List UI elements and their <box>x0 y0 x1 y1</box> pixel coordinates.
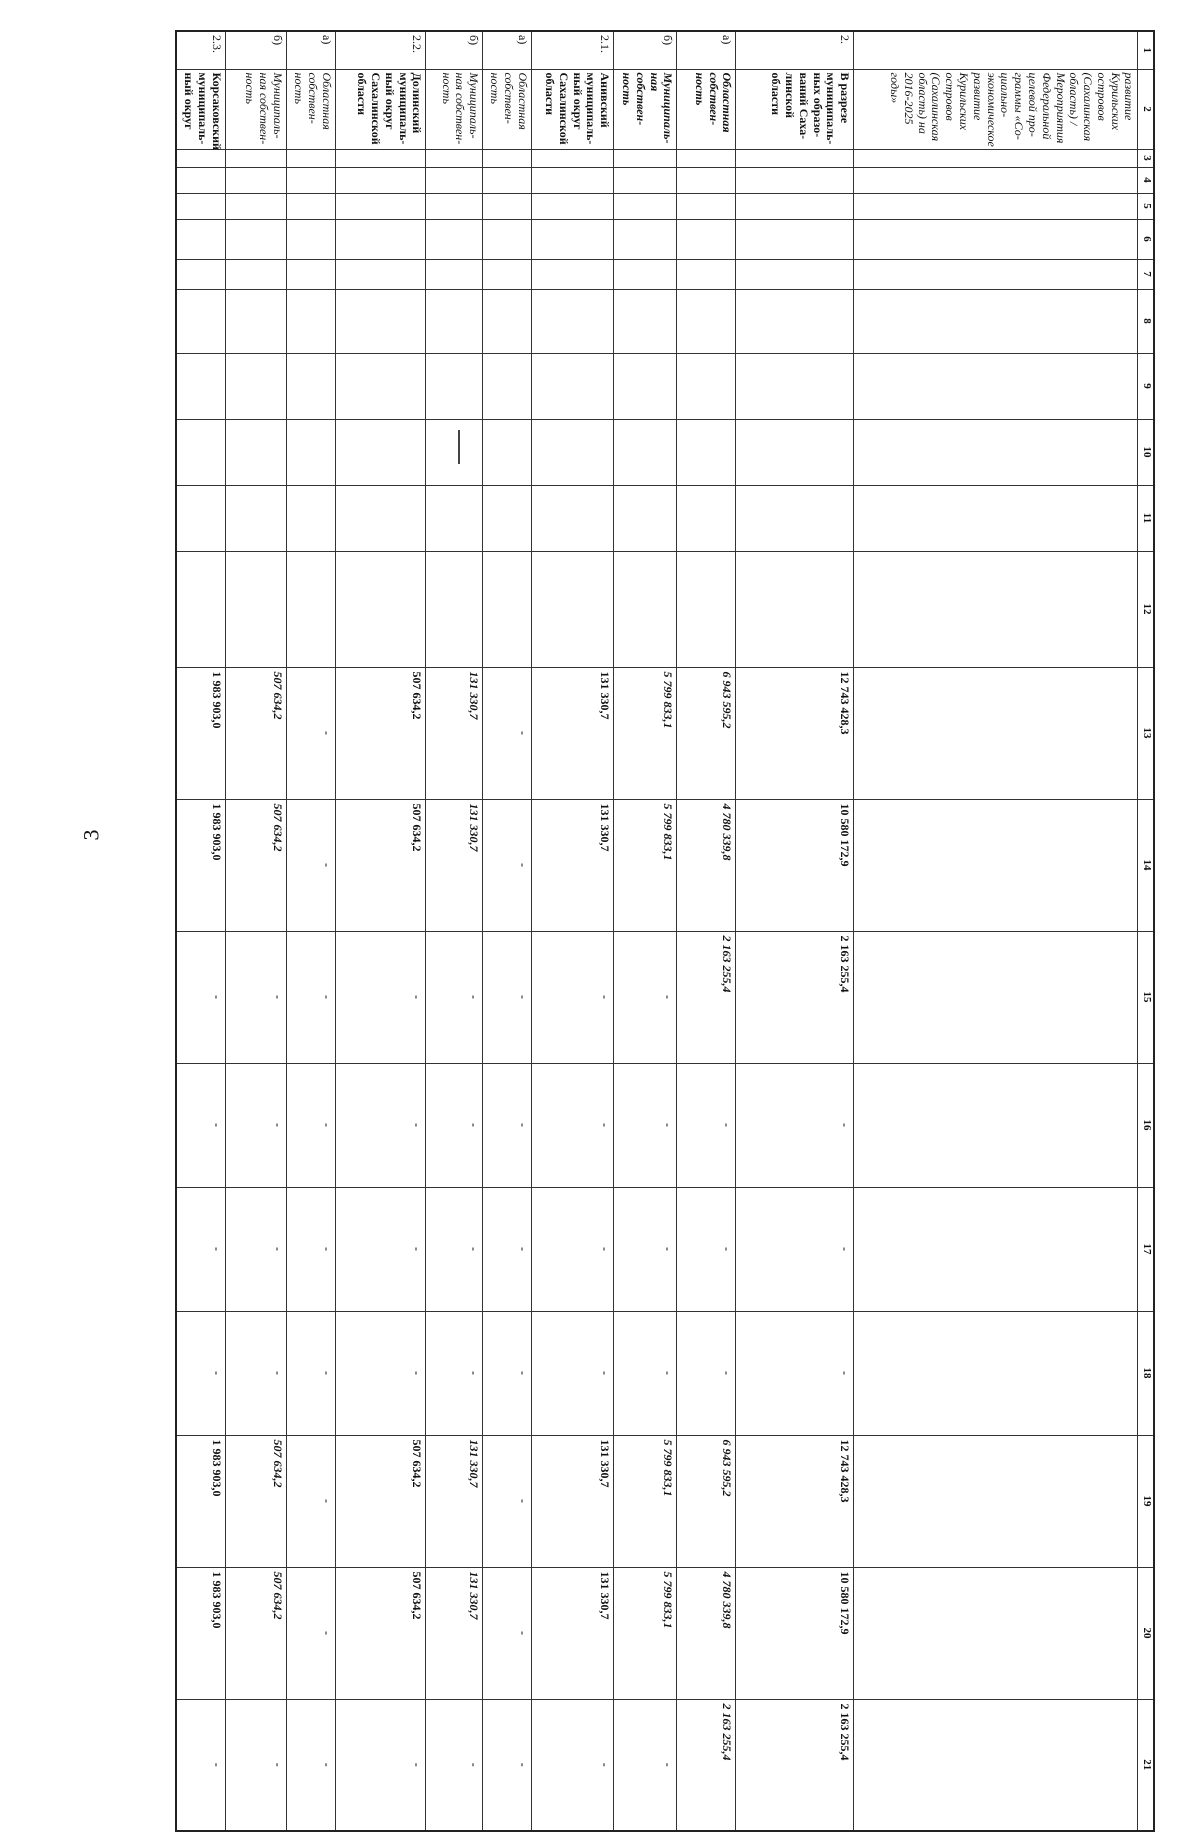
value-cell-col-20: - <box>287 1567 336 1699</box>
value-cell-col-15: - <box>483 931 532 1063</box>
value-cell-col-18: - <box>614 1311 677 1435</box>
column-number-10: 10 <box>1138 419 1154 485</box>
empty-cell <box>335 419 426 485</box>
column-number-17: 17 <box>1138 1187 1154 1311</box>
empty-cell <box>614 419 677 485</box>
value-cell-col-13 <box>854 667 1138 799</box>
empty-cell <box>426 149 483 167</box>
column-number-19: 19 <box>1138 1435 1154 1567</box>
value-cell-col-16 <box>854 1063 1138 1187</box>
value-cell-col-21: - <box>335 1699 426 1831</box>
empty-cell <box>532 353 614 419</box>
empty-cell <box>225 419 286 485</box>
empty-cell <box>287 167 336 193</box>
empty-cell <box>614 193 677 219</box>
value-cell-col-21: - <box>225 1699 286 1831</box>
value-cell-col-19: - <box>483 1435 532 1567</box>
empty-cell <box>176 419 225 485</box>
value-cell-col-14: - <box>483 799 532 931</box>
empty-cell <box>677 551 736 667</box>
value-cell-col-14: - <box>287 799 336 931</box>
value-cell-col-19: 5 799 833,1 <box>614 1435 677 1567</box>
column-number-12: 12 <box>1138 551 1154 667</box>
empty-cell <box>736 353 854 419</box>
value-cell-col-15: - <box>335 931 426 1063</box>
value-cell-col-20: 1 983 903,0 <box>176 1567 225 1699</box>
empty-cell <box>532 485 614 551</box>
empty-cell <box>426 193 483 219</box>
empty-cell <box>854 167 1138 193</box>
value-cell-col-21 <box>854 1699 1138 1831</box>
empty-cell <box>614 149 677 167</box>
empty-cell <box>176 353 225 419</box>
value-cell-col-19: 131 330,7 <box>532 1435 614 1567</box>
empty-cell <box>225 219 286 259</box>
value-cell-col-13: 6 943 595,2 <box>677 667 736 799</box>
column-number-16: 16 <box>1138 1063 1154 1187</box>
value-cell-col-16: - <box>225 1063 286 1187</box>
empty-cell <box>614 353 677 419</box>
empty-cell <box>854 259 1138 289</box>
table-row <box>854 31 1138 1831</box>
row-index: 2. <box>736 31 854 69</box>
value-cell-col-20: 131 330,7 <box>532 1567 614 1699</box>
empty-cell <box>614 551 677 667</box>
column-number-row <box>1138 31 1154 1831</box>
value-cell-col-19: 507 634,2 <box>335 1435 426 1567</box>
value-cell-col-21: 2 163 255,4 <box>736 1699 854 1831</box>
empty-cell <box>335 353 426 419</box>
row-label: Муниципаль-ная собствен-ность <box>614 69 677 149</box>
value-cell-col-19: 6 943 595,2 <box>677 1435 736 1567</box>
empty-cell <box>532 193 614 219</box>
empty-cell <box>335 289 426 353</box>
value-cell-col-14: 1 983 903,0 <box>176 799 225 931</box>
value-cell-col-18: - <box>677 1311 736 1435</box>
value-cell-col-13: 131 330,7 <box>532 667 614 799</box>
value-cell-col-18: - <box>225 1311 286 1435</box>
empty-cell <box>677 485 736 551</box>
empty-cell <box>225 353 286 419</box>
value-cell-col-15: - <box>426 931 483 1063</box>
value-cell-col-19: 12 743 428,3 <box>736 1435 854 1567</box>
empty-cell <box>225 485 286 551</box>
empty-cell <box>225 149 286 167</box>
empty-cell <box>335 259 426 289</box>
empty-cell <box>736 193 854 219</box>
empty-cell <box>287 149 336 167</box>
value-cell-col-15: - <box>287 931 336 1063</box>
empty-cell <box>176 149 225 167</box>
empty-cell <box>176 193 225 219</box>
empty-cell <box>176 551 225 667</box>
value-cell-col-14: 5 799 833,1 <box>614 799 677 931</box>
value-cell-col-16: - <box>614 1063 677 1187</box>
value-cell-col-17: - <box>176 1187 225 1311</box>
row-label: В разрезе муниципаль-ных образо-ваний Саха-линской области <box>736 69 854 149</box>
value-cell-col-20: 507 634,2 <box>335 1567 426 1699</box>
empty-cell <box>483 149 532 167</box>
empty-cell <box>483 551 532 667</box>
value-cell-col-21: - <box>483 1699 532 1831</box>
empty-cell <box>532 289 614 353</box>
value-cell-col-16: - <box>426 1063 483 1187</box>
empty-cell <box>335 551 426 667</box>
empty-cell <box>176 289 225 353</box>
row-index: б) <box>426 31 483 69</box>
value-cell-col-13: 12 743 428,3 <box>736 667 854 799</box>
column-number-6: 6 <box>1138 219 1154 259</box>
empty-cell <box>287 219 336 259</box>
row-label: развитие Курильских островов (Сахалинская область) / Мероприятия Федеральной целевой про-граммы «Со-циально-экономическое развитие Курильских островов (Сахалинская область) на 2016-2025 годы» <box>854 69 1138 149</box>
empty-cell <box>335 219 426 259</box>
empty-cell <box>677 167 736 193</box>
empty-cell <box>854 219 1138 259</box>
table-row <box>176 31 225 1831</box>
value-cell-col-17: - <box>426 1187 483 1311</box>
table-row <box>736 31 854 1831</box>
empty-cell <box>287 485 336 551</box>
empty-cell <box>532 219 614 259</box>
value-cell-col-15: 2 163 255,4 <box>677 931 736 1063</box>
value-cell-col-13: 507 634,2 <box>335 667 426 799</box>
value-cell-col-13: 5 799 833,1 <box>614 667 677 799</box>
empty-cell <box>426 353 483 419</box>
value-cell-col-14 <box>854 799 1138 931</box>
empty-cell <box>677 353 736 419</box>
empty-cell <box>225 259 286 289</box>
value-cell-col-16: - <box>483 1063 532 1187</box>
table-row <box>335 31 426 1831</box>
value-cell-col-15: 2 163 255,4 <box>736 931 854 1063</box>
value-cell-col-14: 4 780 339,8 <box>677 799 736 931</box>
value-cell-col-18: - <box>287 1311 336 1435</box>
table-row <box>483 31 532 1831</box>
column-number-18: 18 <box>1138 1311 1154 1435</box>
column-number-7: 7 <box>1138 259 1154 289</box>
empty-cell <box>614 219 677 259</box>
value-cell-col-20: - <box>483 1567 532 1699</box>
empty-cell <box>736 289 854 353</box>
column-number-20: 20 <box>1138 1567 1154 1699</box>
row-index: а) <box>287 31 336 69</box>
empty-cell <box>854 419 1138 485</box>
column-number-8: 8 <box>1138 289 1154 353</box>
empty-cell <box>335 193 426 219</box>
value-cell-col-14: 131 330,7 <box>426 799 483 931</box>
row-label: Областная собствен-ность <box>483 69 532 149</box>
table-row <box>287 31 336 1831</box>
empty-cell <box>532 167 614 193</box>
value-cell-col-19: 1 983 903,0 <box>176 1435 225 1567</box>
empty-cell <box>854 289 1138 353</box>
value-cell-col-17: - <box>614 1187 677 1311</box>
empty-cell <box>483 485 532 551</box>
row-label: Долинский муниципаль-ный округ Сахалинской области <box>335 69 426 149</box>
value-cell-col-21: 2 163 255,4 <box>677 1699 736 1831</box>
empty-cell <box>176 167 225 193</box>
value-cell-col-18: - <box>176 1311 225 1435</box>
empty-cell <box>736 551 854 667</box>
value-cell-col-17: - <box>225 1187 286 1311</box>
empty-cell <box>426 551 483 667</box>
column-number-9: 9 <box>1138 353 1154 419</box>
column-number-21: 21 <box>1138 1699 1154 1831</box>
value-cell-col-18: - <box>483 1311 532 1435</box>
value-cell-col-18 <box>854 1311 1138 1435</box>
empty-cell <box>176 219 225 259</box>
value-cell-col-19: 131 330,7 <box>426 1435 483 1567</box>
empty-cell <box>287 289 336 353</box>
empty-cell <box>614 289 677 353</box>
value-cell-col-15: - <box>176 931 225 1063</box>
value-cell-col-19 <box>854 1435 1138 1567</box>
empty-cell <box>736 219 854 259</box>
value-cell-col-14: 10 580 172,9 <box>736 799 854 931</box>
value-cell-col-17: - <box>736 1187 854 1311</box>
column-number-4: 4 <box>1138 167 1154 193</box>
row-label: Корсаковский муниципаль-ный округ <box>176 69 225 149</box>
column-number-14: 14 <box>1138 799 1154 931</box>
empty-cell <box>736 485 854 551</box>
empty-cell <box>614 167 677 193</box>
empty-cell <box>614 259 677 289</box>
value-cell-col-15: - <box>225 931 286 1063</box>
value-cell-col-13: 131 330,7 <box>426 667 483 799</box>
value-cell-col-16: - <box>677 1063 736 1187</box>
empty-cell <box>854 485 1138 551</box>
value-cell-col-15: - <box>614 931 677 1063</box>
row-label: Областная собствен-ность <box>287 69 336 149</box>
empty-cell <box>335 485 426 551</box>
empty-cell <box>426 259 483 289</box>
empty-cell <box>426 289 483 353</box>
empty-cell <box>287 551 336 667</box>
column-number-11: 11 <box>1138 485 1154 551</box>
row-index: 2.2. <box>335 31 426 69</box>
page-number: 3 <box>78 829 104 841</box>
value-cell-col-20: 131 330,7 <box>426 1567 483 1699</box>
value-cell-col-14: 507 634,2 <box>335 799 426 931</box>
empty-cell <box>483 193 532 219</box>
empty-cell <box>483 353 532 419</box>
value-cell-col-19: - <box>287 1435 336 1567</box>
value-cell-col-14: 507 634,2 <box>225 799 286 931</box>
column-number-15: 15 <box>1138 931 1154 1063</box>
column-number-1: 1 <box>1138 31 1154 69</box>
empty-cell <box>854 353 1138 419</box>
empty-cell <box>176 259 225 289</box>
column-number-13: 13 <box>1138 667 1154 799</box>
empty-cell <box>225 551 286 667</box>
row-index: 2.1. <box>532 31 614 69</box>
value-cell-col-14: 131 330,7 <box>532 799 614 931</box>
value-cell-col-18: - <box>426 1311 483 1435</box>
value-cell-col-16: - <box>532 1063 614 1187</box>
empty-cell <box>225 289 286 353</box>
value-cell-col-20: 5 799 833,1 <box>614 1567 677 1699</box>
empty-cell <box>532 149 614 167</box>
value-cell-col-13: 507 634,2 <box>225 667 286 799</box>
value-cell-col-13: - <box>287 667 336 799</box>
empty-cell <box>483 219 532 259</box>
empty-cell <box>335 167 426 193</box>
empty-cell <box>736 259 854 289</box>
empty-cell <box>736 419 854 485</box>
table-row <box>677 31 736 1831</box>
value-cell-col-20: 507 634,2 <box>225 1567 286 1699</box>
empty-cell <box>287 193 336 219</box>
row-index: а) <box>677 31 736 69</box>
value-cell-col-21: - <box>614 1699 677 1831</box>
empty-cell <box>426 485 483 551</box>
value-cell-col-20: 10 580 172,9 <box>736 1567 854 1699</box>
table-row <box>614 31 677 1831</box>
value-cell-col-21: - <box>287 1699 336 1831</box>
empty-cell <box>176 485 225 551</box>
empty-cell <box>677 259 736 289</box>
value-cell-col-16: - <box>335 1063 426 1187</box>
value-cell-col-13: 1 983 903,0 <box>176 667 225 799</box>
value-cell-col-16: - <box>176 1063 225 1187</box>
value-cell-col-17: - <box>677 1187 736 1311</box>
empty-cell <box>614 485 677 551</box>
row-index <box>854 31 1138 69</box>
value-cell-col-15 <box>854 931 1138 1063</box>
empty-cell <box>736 149 854 167</box>
row-index: а) <box>483 31 532 69</box>
empty-cell <box>736 167 854 193</box>
empty-cell <box>532 551 614 667</box>
row-label: Муниципаль-ная собствен-ность <box>426 69 483 149</box>
row-index: б) <box>614 31 677 69</box>
value-cell-col-17: - <box>532 1187 614 1311</box>
row-index: 2.3. <box>176 31 225 69</box>
table-row <box>426 31 483 1831</box>
value-cell-col-16: - <box>287 1063 336 1187</box>
empty-cell <box>287 353 336 419</box>
value-cell-col-21: - <box>532 1699 614 1831</box>
empty-cell <box>677 193 736 219</box>
value-cell-col-18: - <box>335 1311 426 1435</box>
empty-cell <box>854 149 1138 167</box>
empty-cell <box>287 419 336 485</box>
empty-cell <box>483 419 532 485</box>
empty-cell <box>483 259 532 289</box>
rotated-table-container <box>175 30 1155 1771</box>
row-label: Областная собствен-ность <box>677 69 736 149</box>
empty-cell <box>483 167 532 193</box>
row-index: б) <box>225 31 286 69</box>
value-cell-col-17 <box>854 1187 1138 1311</box>
empty-cell <box>532 419 614 485</box>
column-number-3: 3 <box>1138 149 1154 167</box>
table-row <box>225 31 286 1831</box>
budget-table <box>175 30 1155 1832</box>
value-cell-col-17: - <box>287 1187 336 1311</box>
empty-cell <box>483 289 532 353</box>
empty-cell <box>225 193 286 219</box>
empty-cell <box>426 419 483 485</box>
value-cell-col-21: - <box>426 1699 483 1831</box>
empty-cell <box>677 149 736 167</box>
empty-cell <box>677 219 736 259</box>
table-body <box>176 31 1138 1831</box>
empty-cell <box>335 149 426 167</box>
column-number-2: 2 <box>1138 69 1154 149</box>
value-cell-col-13: - <box>483 667 532 799</box>
row-label: Анивский муниципаль-ный округ Сахалинской области <box>532 69 614 149</box>
empty-cell <box>854 551 1138 667</box>
row-label: Муниципаль-ная собствен-ность <box>225 69 286 149</box>
value-cell-col-20 <box>854 1567 1138 1699</box>
empty-cell <box>532 259 614 289</box>
empty-cell <box>287 259 336 289</box>
value-cell-col-16: - <box>736 1063 854 1187</box>
empty-cell <box>854 193 1138 219</box>
value-cell-col-20: 4 780 339,8 <box>677 1567 736 1699</box>
value-cell-col-17: - <box>335 1187 426 1311</box>
value-cell-col-19: 507 634,2 <box>225 1435 286 1567</box>
value-cell-col-18: - <box>532 1311 614 1435</box>
empty-cell <box>426 219 483 259</box>
empty-cell <box>677 289 736 353</box>
empty-cell <box>426 167 483 193</box>
table-row <box>532 31 614 1831</box>
value-cell-col-15: - <box>532 931 614 1063</box>
empty-cell <box>225 167 286 193</box>
value-cell-col-21: - <box>176 1699 225 1831</box>
value-cell-col-17: - <box>483 1187 532 1311</box>
value-cell-col-18: - <box>736 1311 854 1435</box>
empty-cell <box>677 419 736 485</box>
column-number-5: 5 <box>1138 193 1154 219</box>
